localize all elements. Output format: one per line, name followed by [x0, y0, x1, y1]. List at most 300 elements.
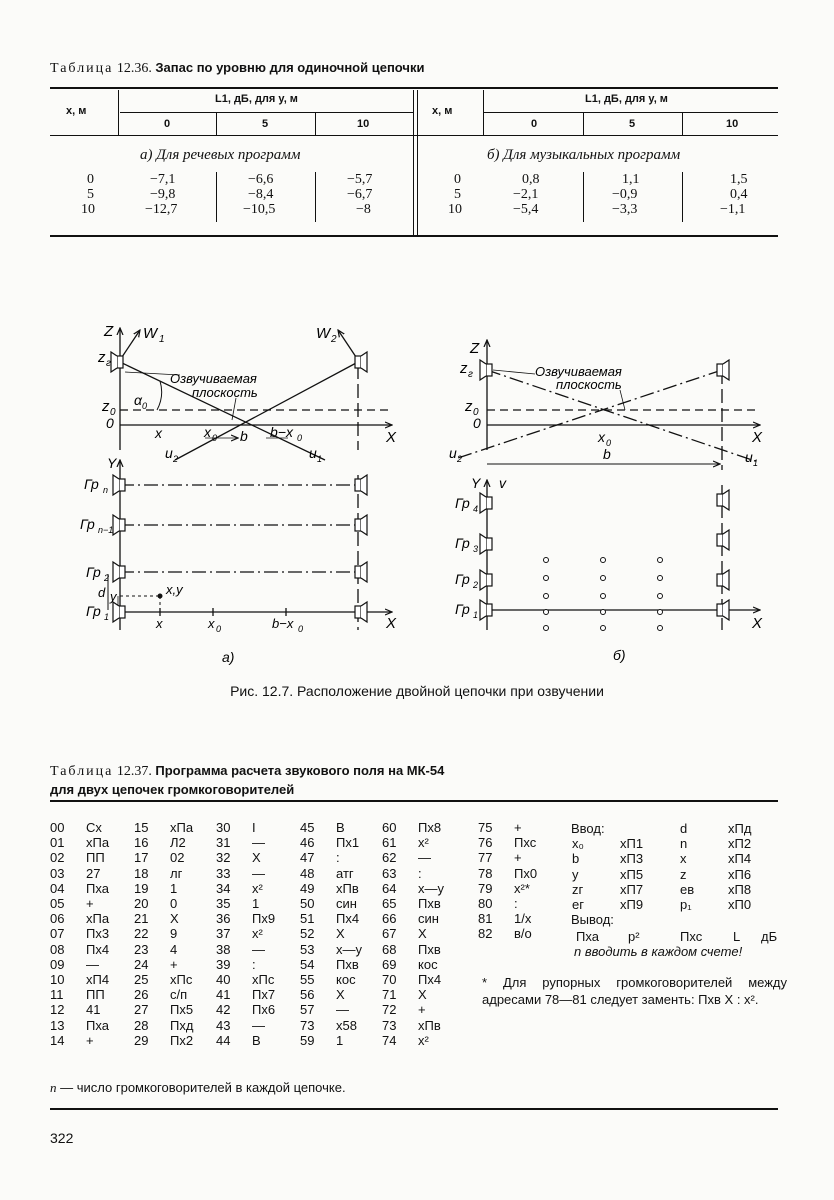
output-label: Вывод: [571, 912, 614, 927]
t1b-r2-c2: −1,1 [720, 202, 746, 217]
bottom-note-n: n [50, 1080, 57, 1095]
right-label-z0: z [465, 398, 473, 415]
input-cell: x₀ [572, 836, 584, 852]
program-command: кос [418, 956, 438, 972]
program-address: 23 [134, 941, 149, 957]
right-speaker-r2-icon [717, 530, 729, 550]
right-label-u1-sub: 1 [753, 458, 759, 468]
program-address: 38 [216, 941, 231, 957]
program-address: 43 [216, 1017, 231, 1033]
t1b-r1-c0: −2,1 [513, 187, 539, 202]
left-plane-label-2: плоскость [192, 385, 258, 400]
t1a-r2-c1: −10,5 [243, 202, 276, 217]
input-cell: хП4 [728, 851, 752, 867]
input-cell: хП0 [728, 897, 752, 912]
program-command: х—у [418, 880, 444, 896]
program-command: Пха [86, 1017, 109, 1033]
program-address: 67 [382, 926, 397, 942]
table1-l-header-b: L1, дБ, для y, м [585, 93, 668, 105]
table1-y5-a: 5 [262, 118, 269, 130]
program-address: 18 [134, 865, 149, 881]
program-address: 70 [382, 972, 397, 987]
program-command: атг [336, 865, 354, 881]
left-label-gr1-sub: 1 [104, 612, 110, 622]
input-cell: eг [572, 897, 584, 912]
program-command: 1 [170, 880, 178, 896]
input-cell: хП3 [620, 851, 644, 867]
right-speaker-right-icon [717, 360, 729, 380]
input-cell: хП6 [728, 866, 752, 882]
right-label-v: v [499, 475, 506, 491]
table1-y0-b: 0 [531, 118, 538, 130]
right-label-bottom-X: X [752, 615, 763, 632]
output-item-pxc: Пхс [680, 929, 703, 944]
program-command: Пх7 [252, 987, 276, 1003]
program-command: + [86, 1032, 94, 1048]
program-address: 54 [300, 956, 315, 972]
program-command: Х [336, 926, 345, 942]
t1a-r0-x: 0 [87, 172, 94, 187]
program-command: син [336, 896, 357, 911]
program-command: : [514, 896, 518, 911]
program-address: 55 [300, 972, 315, 987]
input-cell: хП8 [728, 881, 752, 897]
program-command: Пх3 [86, 926, 110, 942]
right-label-gr3-sub: 3 [473, 544, 479, 554]
left-label-u2: u [165, 445, 173, 461]
program-command: хП4 [86, 972, 110, 987]
right-label-Y: Y [471, 475, 481, 491]
output-item-db: дБ [761, 929, 778, 944]
right-speaker-gr2-icon [480, 570, 492, 590]
program-address: 17 [134, 850, 149, 866]
left-label-bx: x [156, 616, 163, 631]
left-label-bx0: b−x [270, 424, 293, 440]
left-label-u2-sub: 2 [173, 454, 179, 464]
program-address: 35 [216, 896, 231, 911]
left-label-xy: x,y [166, 582, 183, 597]
t1a-r0-c0: −7,1 [150, 172, 176, 187]
program-address: 73 [382, 1017, 397, 1033]
left-label-Y: Y [107, 455, 117, 471]
t1b-r1-x: 5 [454, 187, 461, 202]
program-command: хПв [336, 880, 359, 896]
right-label-gr3: Гр [455, 535, 470, 551]
program-command: + [170, 956, 178, 972]
program-address: 02 [50, 850, 65, 866]
program-address: 16 [134, 835, 149, 851]
program-command: 27 [86, 865, 101, 881]
left-label-bx0-sub: 0 [216, 624, 222, 634]
program-command: х58 [336, 1017, 357, 1033]
program-address: 82 [478, 926, 493, 942]
left-speaker-w2-icon [355, 352, 367, 372]
left-label-alpha: α [134, 392, 142, 408]
program-address: 47 [300, 850, 315, 866]
table2-bottom-rule [50, 1108, 778, 1110]
program-address: 28 [134, 1017, 149, 1033]
program-address: 62 [382, 850, 397, 866]
program-command: Пх9 [252, 911, 276, 927]
program-command: + [514, 820, 522, 835]
right-label-O: 0 [473, 415, 481, 431]
program-command: Х [418, 987, 427, 1003]
program-command: х² [418, 835, 429, 851]
listener-point [544, 576, 549, 581]
input-cell: хП1 [620, 836, 644, 852]
left-label-zr-sub: г [106, 358, 111, 369]
right-label-x0: x [598, 429, 605, 445]
right-speaker-r4-icon [717, 600, 729, 620]
table2-label: Таблица [50, 764, 114, 779]
t1a-r0-c1: −6,6 [248, 172, 274, 187]
table1-number: 12.36. [116, 61, 152, 76]
table1-y5-b: 5 [629, 118, 636, 130]
input-cell: zг [572, 881, 584, 897]
right-plane-leader [620, 390, 625, 410]
t1b-r0-c1: 1,1 [622, 172, 640, 187]
left-label-u1: u [309, 445, 317, 461]
left-label-zr: z [98, 349, 106, 366]
left-speaker-gr1-right-icon [355, 602, 367, 622]
t1a-r1-c2: −6,7 [347, 187, 373, 202]
program-command: Пх8 [418, 820, 442, 835]
table1-section-a: а) Для речевых программ [140, 147, 301, 163]
listener-point [544, 558, 549, 563]
program-address: 06 [50, 911, 65, 927]
footnote: * Для рупорных громкоговорителей между адресами 78—81 следует заменть: Пхв Х : х². [482, 975, 787, 1007]
left-point-xy [158, 594, 163, 599]
program-address: 31 [216, 835, 231, 851]
left-label-Z: Z [104, 323, 114, 340]
program-address: 42 [216, 1002, 231, 1018]
table1-y0-a: 0 [164, 118, 171, 130]
program-address: 44 [216, 1032, 231, 1048]
left-label-bbx0-sub: 0 [298, 624, 304, 634]
left-label-grn1: Гр [80, 516, 95, 532]
program-address: 05 [50, 896, 65, 911]
program-address: 24 [134, 956, 149, 972]
table2-number: 12.37. [116, 764, 152, 779]
table2-top-rule [50, 800, 778, 802]
right-speaker-r1-icon [717, 490, 729, 510]
input-cell: хП5 [620, 866, 644, 882]
input-cell: p₁ [680, 897, 692, 912]
left-label-gr1: Гр [86, 603, 101, 619]
program-address: 66 [382, 911, 397, 927]
listener-point [544, 594, 549, 599]
program-command: х² [252, 926, 263, 942]
right-speaker-gr1-icon [480, 600, 492, 620]
program-address: 61 [382, 835, 397, 851]
right-label-z0-sub: 0 [473, 407, 479, 418]
right-label-gr1-sub: 1 [473, 610, 479, 620]
left-speaker-grn-icon [113, 475, 125, 495]
program-address: 73 [300, 1017, 315, 1033]
program-address: 00 [50, 820, 65, 835]
left-alpha-arc [157, 381, 162, 410]
program-address: 77 [478, 850, 493, 866]
program-address: 19 [134, 880, 149, 896]
t1b-r1-c1: −0,9 [612, 187, 638, 202]
program-address: 27 [134, 1002, 149, 1018]
program-command: В [252, 1032, 261, 1048]
program-address: 03 [50, 865, 65, 881]
program-address: 07 [50, 926, 65, 942]
program-command: 1 [336, 1032, 344, 1048]
output-item-pxa: Пха [576, 929, 599, 944]
program-command: Пхв [418, 896, 441, 911]
listener-point [658, 576, 663, 581]
program-address: 51 [300, 911, 315, 927]
input-cell: eв [680, 881, 695, 897]
program-command: 41 [86, 1002, 101, 1018]
bottom-note [50, 1080, 346, 1096]
program-command: — [252, 1017, 265, 1033]
program-address: 32 [216, 850, 231, 866]
input-cell: y [572, 866, 579, 882]
program-address: 50 [300, 896, 315, 911]
program-command: хПс [170, 972, 193, 987]
program-command: Х [336, 987, 345, 1003]
left-label-bbx0: b−x [272, 616, 294, 631]
program-address: 22 [134, 926, 149, 942]
t1b-r2-c1: −3,3 [612, 202, 638, 217]
listener-point [658, 558, 663, 563]
right-plane-label-2: плоскость [556, 377, 622, 392]
program-command: — [336, 1002, 349, 1018]
program-command: + [514, 850, 522, 866]
program-address: 65 [382, 896, 397, 911]
t1a-r2-x: 10 [81, 202, 95, 217]
program-address: 72 [382, 1002, 397, 1018]
program-command: — [252, 865, 265, 881]
right-label-gr1: Гр [455, 601, 470, 617]
program-address: 53 [300, 941, 315, 957]
table2-title-line1: Программа расчета звукового поля на МК-54 [155, 763, 445, 778]
left-label-z0-sub: 0 [110, 407, 116, 418]
input-cell: хПд [728, 821, 752, 836]
program-address: 40 [216, 972, 231, 987]
left-label-X: X [386, 429, 397, 446]
program-command: Пхв [418, 941, 441, 957]
left-label-O: 0 [106, 415, 114, 431]
program-address: 52 [300, 926, 315, 942]
table1-y10-a: 10 [357, 118, 370, 130]
listener-point [544, 626, 549, 631]
program-command: Пх5 [170, 1002, 194, 1018]
program-address: 20 [134, 896, 149, 911]
program-address: 56 [300, 987, 315, 1003]
right-label-u2: u [449, 445, 457, 461]
program-address: 75 [478, 820, 493, 835]
program-address: 45 [300, 820, 315, 835]
program-address: 10 [50, 972, 65, 987]
program-address: 59 [300, 1032, 315, 1048]
right-label-Z: Z [470, 340, 480, 357]
left-speaker-gr1-icon [113, 602, 125, 622]
program-address: 74 [382, 1032, 397, 1048]
listener-point [601, 626, 606, 631]
program-address: 46 [300, 835, 315, 851]
right-label-gr4-sub: 4 [473, 504, 479, 514]
program-command: хПа [86, 835, 110, 851]
table1-label: Таблица [50, 61, 114, 76]
program-command: х—у [336, 941, 362, 957]
program-command: лг [170, 865, 183, 881]
input-cell: n [680, 836, 688, 852]
listener-point [601, 576, 606, 581]
program-address: 21 [134, 911, 149, 927]
right-ray-u1 [487, 370, 758, 462]
right-label-u2-sub: 2 [457, 454, 463, 464]
left-plane-label-1: Озвучиваемая [170, 371, 257, 386]
program-command: Пха [86, 880, 109, 896]
program-address: 71 [382, 987, 397, 1003]
left-label-u1-sub: 1 [317, 454, 323, 464]
table1-y10-b: 10 [726, 118, 739, 130]
program-address: 48 [300, 865, 315, 881]
left-speaker-grn1-icon [113, 515, 125, 535]
program-command: Пхс [514, 835, 537, 851]
input-cell: хП9 [620, 897, 644, 912]
program-command: Х [418, 926, 427, 942]
t1a-r2-c0: −12,7 [145, 202, 178, 217]
program-command: — [252, 835, 265, 851]
right-plane-label-1: Озвучиваемая [535, 364, 622, 379]
program-address: 69 [382, 956, 397, 972]
program-command: — [252, 941, 265, 957]
listener-point [544, 610, 549, 615]
table1-title: Запас по уровню для одиночной цепочки [155, 60, 425, 75]
right-listener-grid [544, 558, 663, 631]
left-speaker-gr2-right-icon [355, 562, 367, 582]
left-label-W2: W [316, 325, 331, 342]
table1-section-b: б) Для музыкальных программ [487, 147, 681, 163]
program-address: 60 [382, 820, 397, 835]
program-command: I [252, 820, 256, 835]
program-command: Пхв [336, 956, 359, 972]
left-speaker-w1-icon [111, 352, 123, 372]
program-command: Пх4 [418, 972, 442, 987]
program-command: Х [170, 911, 179, 927]
right-speaker-r3-icon [717, 570, 729, 590]
t1a-r1-x: 5 [87, 187, 94, 202]
program-command: Сх [86, 820, 102, 835]
program-command: Пх1 [336, 835, 360, 851]
program-command: кос [336, 972, 356, 987]
program-address: 25 [134, 972, 149, 987]
right-speaker-gr3-icon [480, 534, 492, 554]
program-command: Х [252, 850, 261, 866]
program-command: Пх4 [86, 941, 110, 957]
left-label-bottom-X: X [386, 615, 397, 632]
input-label: Ввод: [571, 821, 605, 836]
right-label-x0-sub: 0 [606, 438, 612, 448]
right-label-zr: z [460, 360, 468, 377]
program-command: х² [418, 1032, 429, 1048]
right-speaker-left-icon [480, 360, 492, 380]
input-cell: d [680, 821, 688, 836]
left-label-W1-sub: 1 [159, 334, 165, 345]
listener-point [658, 610, 663, 615]
program-address: 49 [300, 880, 315, 896]
listener-point [601, 610, 606, 615]
right-label-u1: u [745, 449, 753, 465]
program-address: 57 [300, 1002, 315, 1018]
program-command: : [252, 956, 256, 972]
program-command: — [418, 850, 431, 866]
output-item-L: L [733, 929, 741, 944]
t1b-r0-c0: 0,8 [522, 172, 540, 187]
program-command: ПП [86, 987, 105, 1003]
left-label-z0: z [102, 398, 110, 415]
program-address: 08 [50, 941, 65, 957]
t1b-r0-x: 0 [454, 172, 461, 187]
program-command: с/п [170, 987, 188, 1003]
left-label-W2-sub: 2 [331, 334, 337, 345]
program-address: 76 [478, 835, 493, 851]
program-command: Пх6 [252, 1002, 276, 1018]
left-lower-diagram [108, 460, 392, 630]
program-address: 26 [134, 987, 149, 1003]
left-speaker-grn-right-icon [355, 475, 367, 495]
left-label-y: y [110, 589, 117, 604]
program-address: 29 [134, 1032, 149, 1048]
program-command: Пх4 [336, 911, 360, 927]
program-address: 78 [478, 865, 493, 881]
right-zr-leader [493, 370, 535, 374]
program-address: 64 [382, 880, 397, 896]
left-label-gr2: Гр [86, 564, 101, 580]
left-label-bx0: x [208, 616, 215, 631]
left-label-alpha-sub: 0 [142, 401, 148, 411]
program-command: 1/х [514, 911, 532, 927]
left-label-x: x [155, 425, 162, 441]
table1-l-header-a: L1, дБ, для y, м [215, 93, 298, 105]
input-cell: хП2 [728, 836, 752, 852]
left-label-W1: W [143, 325, 158, 342]
program-address: 81 [478, 911, 493, 927]
left-speaker-grn1-right-icon [355, 515, 367, 535]
t1b-r2-c0: −5,4 [513, 202, 539, 217]
left-label-x0-sub: 0 [212, 433, 218, 443]
page-number: 322 [50, 1130, 74, 1146]
program-address: 33 [216, 865, 231, 881]
output-item-p2: p² [628, 929, 640, 944]
program-address: 36 [216, 911, 231, 927]
output-note: n вводить в каждом счете! [574, 944, 743, 959]
right-label-gr2-sub: 2 [473, 580, 479, 590]
listener-point [601, 594, 606, 599]
program-command: : [418, 865, 422, 881]
left-label-grn: Гр [84, 476, 99, 492]
program-command: Л2 [170, 835, 186, 851]
program-address: 14 [50, 1032, 65, 1048]
program-address: 15 [134, 820, 149, 835]
table2-title-line2: для двух цепочек громкоговорителей [50, 782, 295, 797]
program-address: 30 [216, 820, 231, 835]
input-cell: z [680, 866, 687, 882]
left-label-bx0-sub: 0 [297, 433, 303, 443]
program-address: 09 [50, 956, 65, 972]
left-label-x0: x [204, 424, 211, 440]
panel-b-label: б) [613, 647, 626, 663]
program-command: В [336, 820, 345, 835]
program-address: 39 [216, 956, 231, 972]
left-speaker-gr2-icon [113, 562, 125, 582]
program-command: 02 [170, 850, 185, 866]
